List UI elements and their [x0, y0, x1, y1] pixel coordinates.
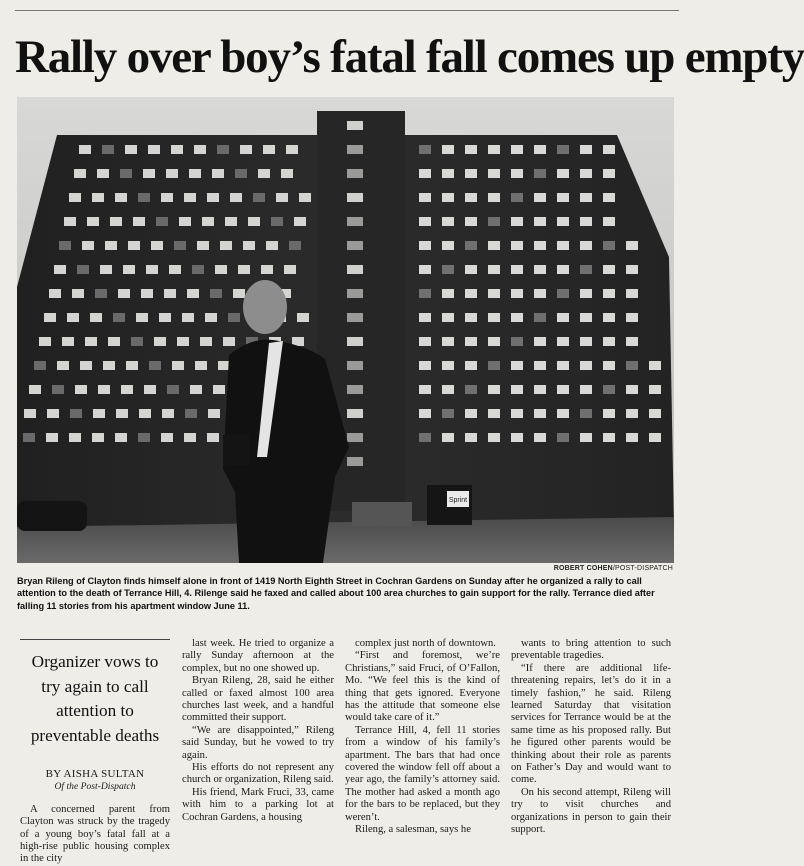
photo-illustration	[17, 97, 674, 563]
top-rule	[15, 10, 679, 11]
article-paragraph: Terrance Hill, 4, fell 11 stories from a window of his family’s apartment. The bars that had once covered the window fell off about a year ago, the family’s attorney said. The mother had asked a month ago for the bars to be replaced, but they weren’t.	[345, 724, 500, 823]
credit-org: /POST-DISPATCH	[612, 565, 673, 572]
article-paragraph: “We are disappointed,” Rileng said Sunday, but he vowed to try again.	[182, 724, 334, 761]
byline: BY AISHA SULTAN	[45, 768, 145, 780]
article-paragraph: last week. He tried to organize a rally Sunday afternoon at the complex, but no one showed up.	[182, 638, 334, 674]
article-column-1	[20, 638, 170, 865]
article-paragraph: “First and foremost, we’re Christians,” said Fruci, of O’Fallon, Mo. “We feel this is the kind of thing that gets ignored. Everyone has the attitude that someone else would take care of it.”	[345, 650, 500, 724]
column-paragraphs	[20, 804, 170, 866]
article-column-3	[345, 638, 500, 836]
article-paragraph: complex just north of downtown.	[355, 638, 496, 649]
credit-name: ROBERT COHEN	[553, 565, 613, 572]
article-column-2	[182, 638, 334, 836]
photo-caption: Bryan Rileng of Clayton finds himself alone in front of 1419 North Eighth Street in Cochran Gardens on Sunday after he organized a rally to call attention to the death of Terrance Hill, 4. Rilenge said he faxed and called about 100 area churches to gain support for the rally. Terrance died after falling 11 stories from his apartment window June 11.	[17, 576, 655, 611]
pullquote-rule	[20, 639, 170, 640]
article-paragraph: Rileng, a salesman, says he	[355, 824, 471, 836]
article-paragraph: wants to bring attention to such preventable tragedies.	[511, 638, 671, 662]
article-paragraph: On his second attempt, Rileng will try to visit churches and organizations in person to gain their support.	[511, 786, 671, 836]
byline-affiliation: Of the Post-Dispatch	[54, 781, 136, 793]
article-paragraph: His efforts do not represent any church or organization, Rileng said.	[182, 762, 334, 786]
article-column-4	[511, 638, 671, 836]
pullquote: Organizer vows to try again to call attention to preventable deaths	[30, 652, 160, 745]
headline: Rally over boy’s fatal fall comes up empty	[15, 31, 804, 83]
article-paragraph: A concerned parent from Clayton was struck by the tragedy of a young boy’s fatal fall at a high-rise public housing complex in the city	[20, 803, 170, 865]
sprint-sign: Sprint	[448, 497, 468, 504]
photo-credit	[554, 565, 673, 572]
article-paragraph: Bryan Rileng, 28, said he either called or faxed almost 100 area churches last week, and a handful committed their support.	[182, 675, 334, 724]
news-photo	[17, 97, 674, 563]
article-paragraph: “If there are additional life-threatening repairs, let’s do it in a timely fashion,” he said. Rileng learned Saturday that visitation services for Terrance would be at the same time as his proposed rally. But he figured other parents would be thinking about their role as parents on Father’s Day and would want to come.	[511, 662, 671, 786]
article-paragraph: His friend, Mark Fruci, 33, came with him to a parking lot at Cochran Gardens, a housing	[182, 786, 334, 823]
